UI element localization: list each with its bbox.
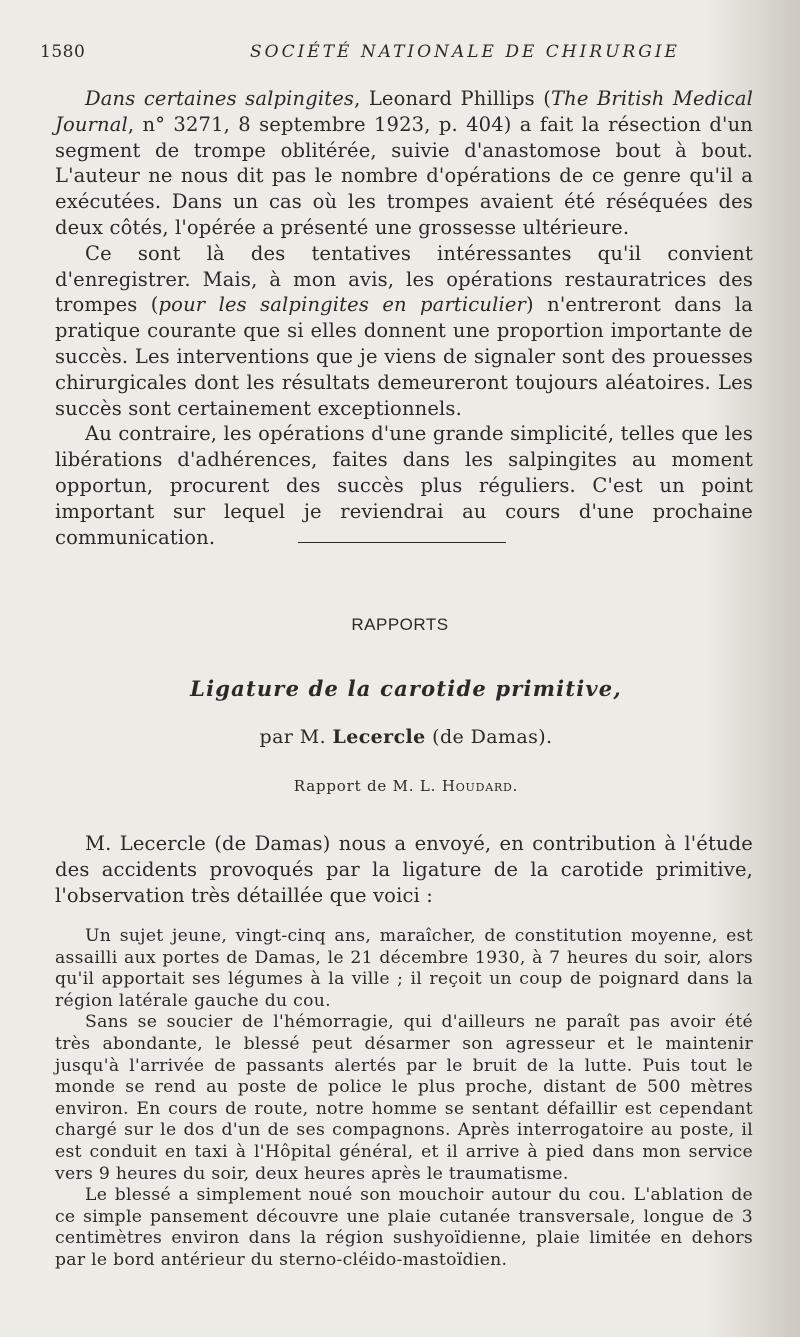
page-header xyxy=(40,42,760,66)
lead-paragraph: M. Lecercle (de Damas) nous a envoyé, en contribution à l'étude des accidents provoqués par la ligature de la carotide primitive, l'observation très détaillée que voici : xyxy=(55,832,753,907)
paragraph-text: , Leonard Phillips ( xyxy=(354,87,551,110)
intro-paragraph-1 xyxy=(55,86,753,241)
byline-prefix: par M. xyxy=(259,726,327,748)
intro-paragraph-2 xyxy=(55,241,753,422)
observation-paragraph-1: Un sujet jeune, vingt-cinq ans, maraîcher, de constitution moyenne, est assailli aux portes de Damas, le 21 décembre 1930, à 7 heures du soir, alors qu'il apportait ses légumes à la ville ; il reçoit un coup de poignard dans la région latérale gauche du cou. xyxy=(55,926,753,1011)
intro-text xyxy=(55,86,753,550)
byline xyxy=(0,726,800,748)
report-author: Houdard. xyxy=(441,777,519,795)
observation-paragraph-2: Sans se soucier de l'hémorragie, qui d'ailleurs ne paraît pas avoir été très abondante, le blessé peut désarmer son agresseur et le maintenir jusqu'à l'arrivée de passants alertés par le bruit de la lutte. Puis tout le monde se rend au poste de police le plus proche, distant de 500 mètres environ. En cours de route, notre homme se sentant défaillir est cependant chargé sur le dos d'un de ses compagnons. Après interrogatoire au poste, il est conduit en taxi à l'Hôpital général, et il arrive à pied dans mon service vers 9 heures du soir, deux heures après le traumatisme. xyxy=(55,1012,753,1184)
running-title: SOCIÉTÉ NATIONALE DE CHIRURGIE xyxy=(250,42,680,62)
article-title: Ligature de la carotide primitive, xyxy=(190,676,622,701)
journal-title: The British Medical Journal xyxy=(55,87,753,136)
paragraph-text: , n° 3271, 8 septembre 1923, p. 404) a fait la résection d'un segment de trompe oblitérée, suivie d'anastomose bout à bout. L'auteur ne nous dit pas le nombre d'opérations de ce genre qu'il a exécutées. Dans un cas où les trompes avaient été réséquées des deux côtés, l'opérée a présenté une grossesse ultérieure. xyxy=(55,112,753,239)
report-prefix: Rapport de M. L. xyxy=(293,777,437,795)
byline-author: Lecercle xyxy=(332,726,426,748)
intro-paragraph-3: Au contraire, les opérations d'une grande simplicité, telles que les libérations d'adhérences, faites dans les salpingites au moment opportun, procurent des succès plus réguliers. C'est un point important sur lequel je reviendrai au cours d'une prochaine communication. xyxy=(55,422,753,549)
paragraph-text: Ce sont là des tentatives intéressantes qu'il convient d'enregistrer. Mais, à mon avis, les opérations restauratrices des trompes ( xyxy=(55,241,753,317)
report-attribution xyxy=(0,777,800,795)
byline-suffix: (de Damas). xyxy=(432,726,553,748)
article-lead xyxy=(55,831,753,908)
observation-paragraph-3: Le blessé a simplement noué son mouchoir autour du cou. L'ablation de ce simple pansement découvre une plaie cutanée transversale, longue de 3 centimètres environ dans la région sushyoïdienne, plaie limitée en dehors par le bord antérieur du sterno-cléido-mastoïdien. xyxy=(55,1185,753,1270)
section-divider xyxy=(298,542,506,543)
italic-phrase: pour les salpingites en particulier xyxy=(158,293,527,317)
paragraph-text: ) n'entreront dans la pratique courante que si elles donnent une proportion importante de succès. Les interventions que je viens de signaler sont des prouesses chirurgicales dont les résultats demeureront toujours aléatoires. Les succès sont certainement exceptionnels. xyxy=(55,293,753,420)
italic-phrase: Dans certaines salpingites xyxy=(85,87,355,110)
section-heading: RAPPORTS xyxy=(351,615,449,634)
observation-text xyxy=(55,926,753,1272)
page-number: 1580 xyxy=(40,42,86,62)
